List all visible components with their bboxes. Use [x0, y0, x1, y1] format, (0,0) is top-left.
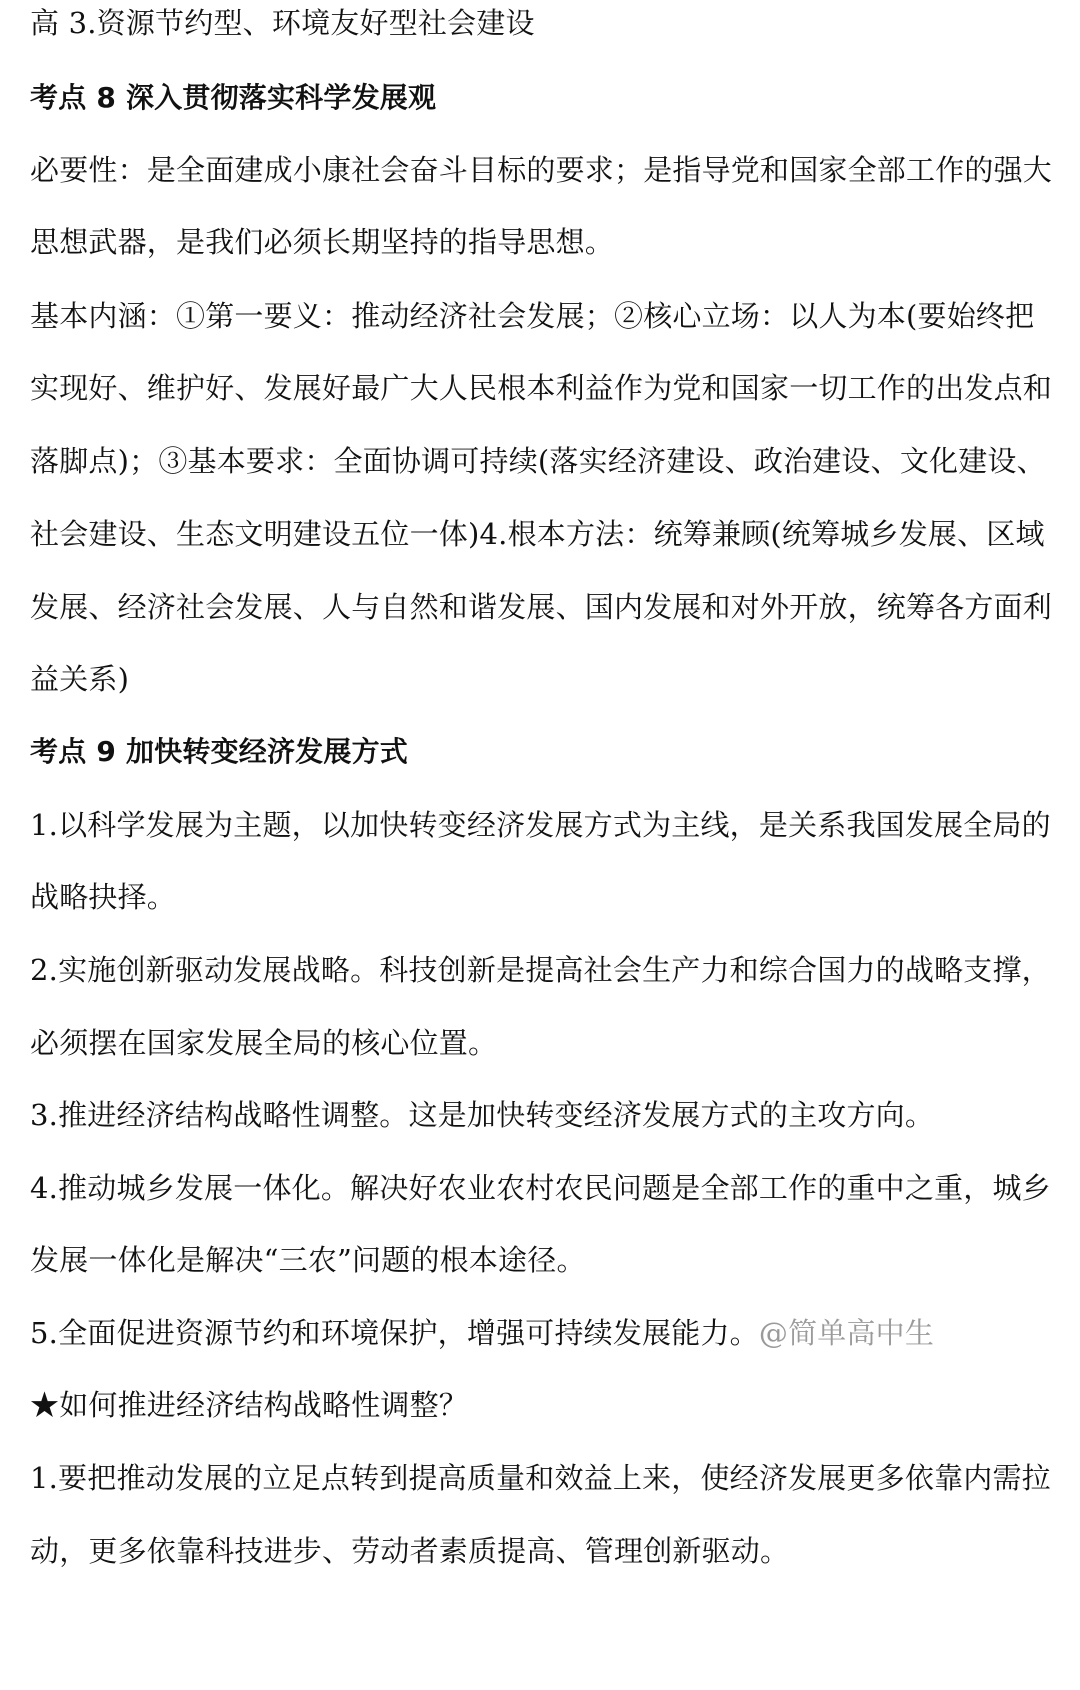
text-line: 实现好、维护好、发展好最广大人民根本利益作为党和国家一切工作的出发点和 — [30, 371, 1053, 405]
text-line-with-watermark — [30, 1313, 1070, 1353]
text-line: ★如何推进经济结构战略性调整？ — [30, 1388, 469, 1422]
text-line: 基本内涵：①第一要义：推动经济社会发展；②核心立场：以人为本(要始终把 — [30, 299, 1035, 333]
text-line: 必要性：是全面建成小康社会奋斗目标的要求；是指导党和国家全部工作的强大 — [30, 153, 1053, 187]
text-line: 4.推动城乡发展一体化。解决好农业农村农民问题是全部工作的重中之重，城乡 — [30, 1171, 1051, 1205]
section-heading-8: 考点 8 深入贯彻落实科学发展观 — [30, 81, 437, 114]
text-line: 思想武器，是我们必须长期坚持的指导思想。 — [30, 225, 615, 259]
text-line: 落脚点)；③基本要求：全面协调可持续(落实经济建设、政治建设、文化建设、 — [30, 444, 1046, 478]
text-line: 战略抉择。 — [30, 880, 177, 914]
watermark: @简单高中生 — [758, 1316, 935, 1350]
text-line: 必须摆在国家发展全局的核心位置。 — [30, 1026, 498, 1060]
text-line: 发展一体化是解决“三农”问题的根本途径。 — [30, 1243, 586, 1277]
text-line: 益关系) — [30, 662, 130, 696]
text-line: 2.实施创新驱动发展战略。科技创新是提高社会生产力和综合国力的战略支撑， — [30, 953, 1051, 987]
text-line: 1.以科学发展为主题，以加快转变经济发展方式为主线，是关系我国发展全局的 — [30, 808, 1051, 842]
text-line: 3.推进经济结构战略性调整。这是加快转变经济发展方式的主攻方向。 — [30, 1098, 935, 1132]
section-heading-9: 考点 9 加快转变经济发展方式 — [30, 735, 408, 768]
text-line: 社会建设、生态文明建设五位一体)4.根本方法：统筹兼顾(统筹城乡发展、区域 — [30, 517, 1045, 551]
text-line: 高 3.资源节约型、环境友好型社会建设 — [30, 6, 535, 40]
text-line: 动，更多依靠科技进步、劳动者素质提高、管理创新驱动。 — [30, 1534, 790, 1568]
text-line: 1.要把推动发展的立足点转到提高质量和效益上来，使经济发展更多依靠内需拉 — [30, 1461, 1051, 1495]
text-span: 5.全面促进资源节约和环境保护，增强可持续发展能力。 — [30, 1316, 759, 1350]
text-line: 发展、经济社会发展、人与自然和谐发展、国内发展和对外开放，统筹各方面利 — [30, 590, 1053, 624]
